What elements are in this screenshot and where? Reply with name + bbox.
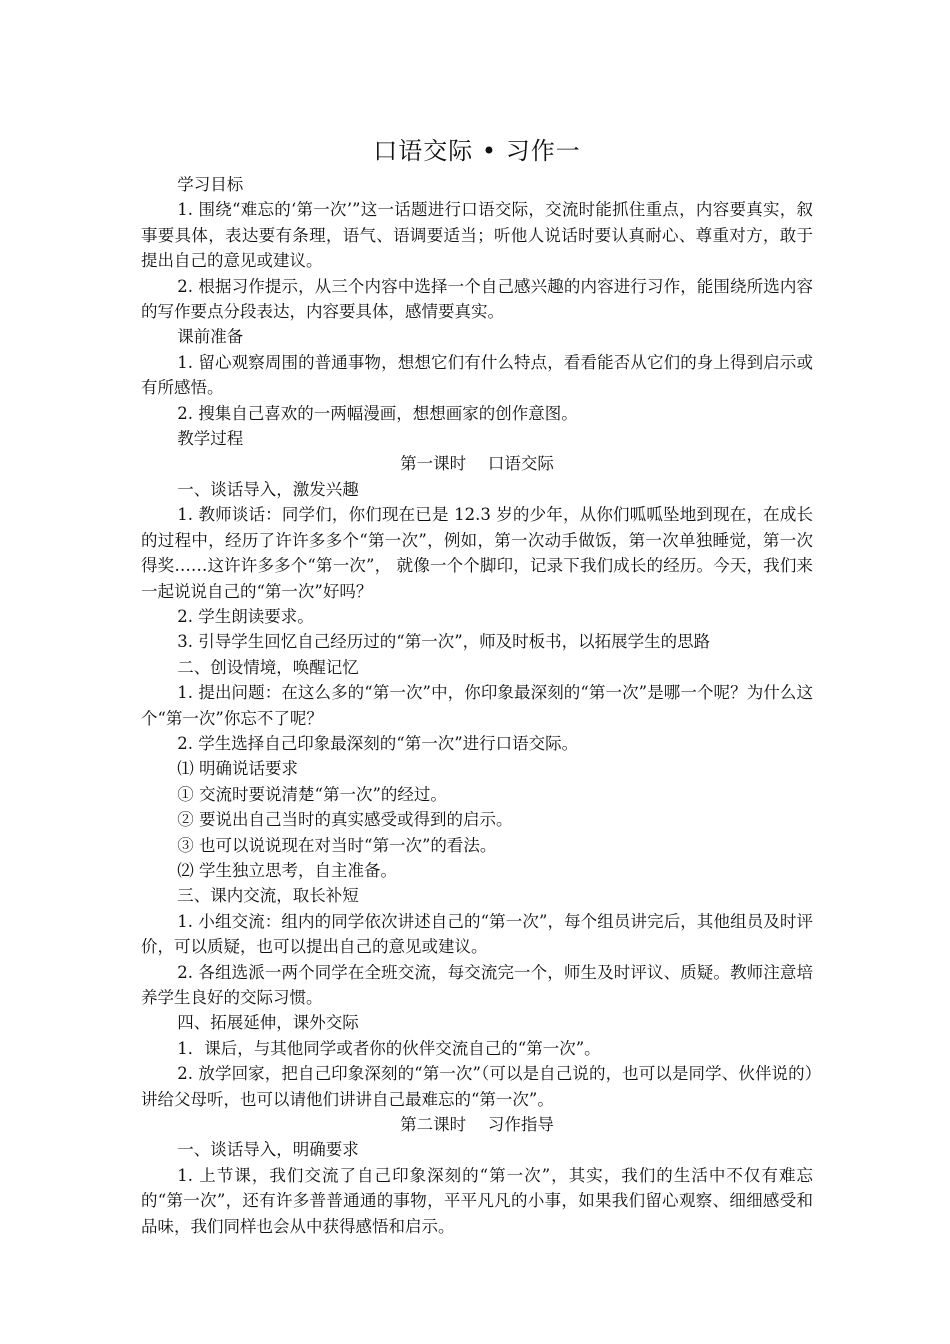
paragraph: 教学过程: [177, 429, 244, 449]
paragraph: 2. 学生朗读要求。: [177, 606, 314, 626]
paragraph: 3. 引导学生回忆自己经历过的“第一次”，师及时板书，以拓展学生的思路: [177, 632, 711, 652]
paragraph: 1. 上节课，我们交流了自己印象深刻的“第一次”，其实，我们的生活中不仅有难忘的“第一次”，还有许多普普通通的事物，平平凡凡的小事，如果我们留心观察、细细感受和品味，我们同样也会从中获得感悟和启示。: [141, 1165, 813, 1236]
paragraph: 2. 放学回家，把自己印象深刻的“第一次”（可以是自己说的，也可以是同学、伙伴说的）讲给父母听，也可以请他们讲讲自己最难忘的“第一次”。: [141, 1064, 813, 1109]
paragraph: 1. 留心观察周围的普通事物，想想它们有什么特点，看看能否从它们的身上得到启示或有所感悟。: [141, 352, 813, 398]
paragraph: 四、拓展延伸，课外交际: [177, 1013, 359, 1033]
paragraph: 学习目标: [177, 175, 244, 194]
paragraph: 1．课后，与其他同学或者你的伙伴交流自己的“第一次”。: [177, 1038, 601, 1058]
paragraph: 2. 搜集自己喜欢的一两幅漫画，想想画家的创作意图。: [177, 403, 578, 423]
paragraph: 一、谈话导入，激发兴趣: [177, 479, 359, 499]
paragraph: 2. 各组选派一两个同学在全班交流，每交流完一个，师生及时评议、质疑。教师注意培养学生良好的交际习惯。: [141, 962, 813, 1007]
paragraph: ③ 也可以说说现在对当时“第一次”的看法。: [177, 835, 497, 855]
paragraph: 三、课内交流，取长补短: [177, 886, 359, 906]
section-heading: 第一课时 口语交际: [400, 454, 554, 474]
paragraph: 2. 根据习作提示，从三个内容中选择一个自己感兴趣的内容进行习作，能围绕所选内容的写作要点分段表达，内容要具体，感情要真实。: [141, 276, 813, 322]
paragraph: 二、创设情境，唤醒记忆: [177, 657, 359, 677]
document-title: 口语交际 • 习作一: [373, 137, 581, 165]
document-body: [141, 172, 813, 1239]
paragraph: ① 交流时要说清楚“第一次”的经过。: [177, 784, 447, 804]
paragraph: 2. 学生选择自己印象最深刻的“第一次”进行口语交际。: [177, 733, 579, 753]
paragraph: 1. 小组交流：组内的同学依次讲述自己的“第一次”，每个组员讲完后，其他组员及时评价，可以质疑，也可以提出自己的意见或建议。: [141, 911, 813, 957]
paragraph: ⑴ 明确说话要求: [177, 759, 299, 779]
paragraph: 一、谈话导入，明确要求: [177, 1140, 359, 1160]
paragraph: 课前准备: [177, 327, 244, 347]
paragraph: 1. 围绕“难忘的‘第一次’”这一话题进行口语交际，交流时能抓住重点，内容要真实，叙事要具体，表达要有条理，语气、语调要适当；听他人说话时要认真耐心、尊重对方，敢于提出自己的意见或建议。: [141, 200, 813, 271]
document-page: [141, 134, 813, 1239]
paragraph: ⑵ 学生独立思考，自主准备。: [177, 860, 398, 880]
paragraph: 1. 教师谈话：同学们，你们现在已是 12.3 岁的少年，从你们呱呱坠地到现在，在成长的过程中，经历了许许多多个“第一次”，例如，第一次动手做饭，第一次单独睡觉，第一次得奖……这许许多多个“第一次”， 就像一个个脚印，记录下我们成长的经历。今天，我们来一起说说自己的“第一次”好吗？: [141, 505, 813, 601]
section-heading: 第二课时 习作指导: [400, 1115, 554, 1135]
paragraph: ② 要说出自己当时的真实感受或得到的启示。: [177, 810, 513, 830]
paragraph: 1. 提出问题：在这么多的“第一次”中，你印象最深刻的“第一次”是哪一个呢？为什么这个“第一次”你忘不了呢？: [141, 683, 813, 728]
